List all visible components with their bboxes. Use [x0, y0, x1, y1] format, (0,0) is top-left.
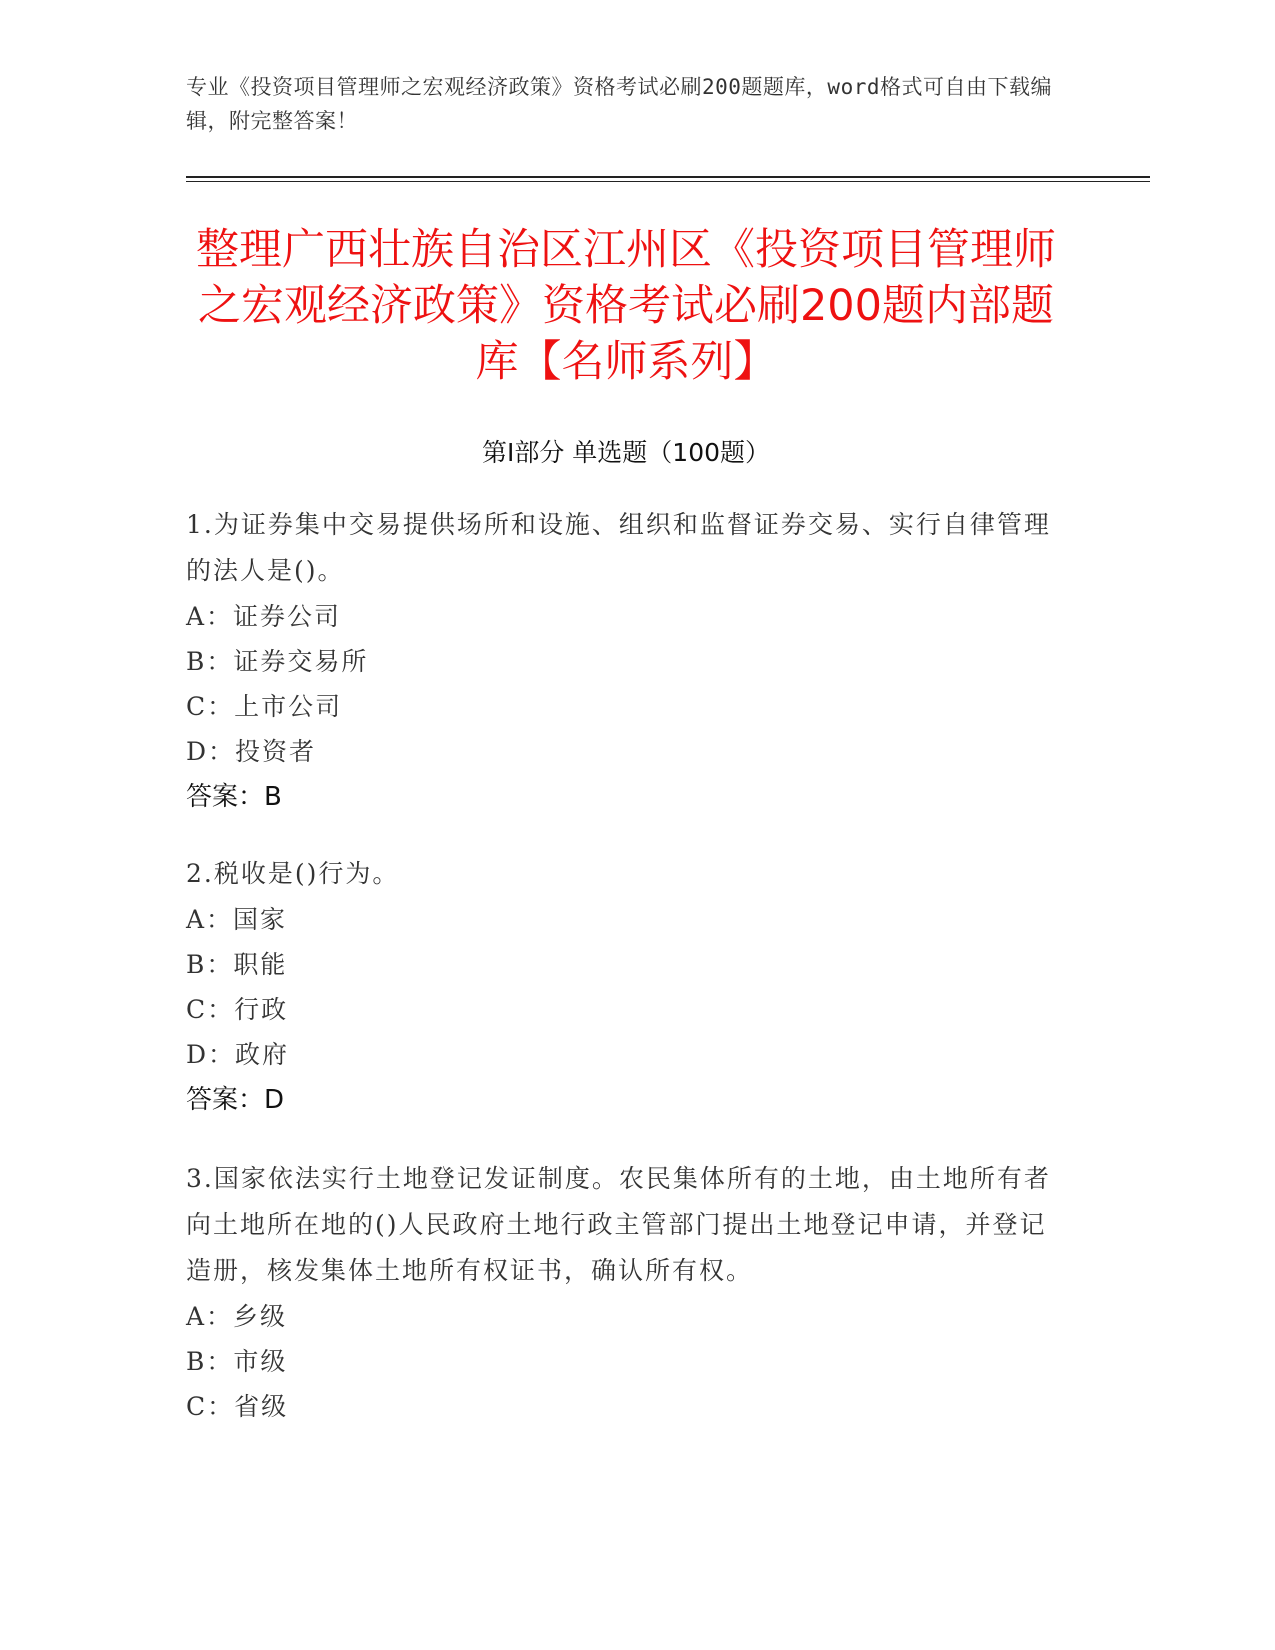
- option-c: C：省级: [186, 1392, 289, 1421]
- option-b: B：市级: [186, 1347, 288, 1376]
- option-c: C：行政: [186, 995, 289, 1024]
- answer: 答案：B: [186, 782, 282, 812]
- document-title: 整理广西壮族自治区江州区《投资项目管理师之宏观经济政策》资格考试必刷200题内部题库【名师系列】: [196, 225, 1056, 387]
- question-stem: 3.国家依法实行土地登记发证制度。农民集体所有的土地，由土地所有者向土地所在地的()人民政府土地行政主管部门提出土地登记申请，并登记造册，核发集体土地所有权证书，确认所有权。: [186, 1164, 1051, 1285]
- question-stem: 1.为证券集中交易提供场所和设施、组织和监督证券交易、实行自律管理的法人是()。: [186, 510, 1051, 585]
- option-d: D：投资者: [186, 737, 317, 766]
- option-a: A：乡级: [186, 1302, 288, 1331]
- option-d: D：政府: [186, 1040, 290, 1069]
- answer: 答案：D: [186, 1085, 285, 1115]
- question-3: [186, 1156, 1066, 1429]
- option-a: A：证券公司: [186, 602, 342, 631]
- header-divider-thin: [186, 181, 1150, 182]
- header-divider-thick: [186, 176, 1150, 178]
- option-b: B：证券交易所: [186, 647, 369, 676]
- question-1: [186, 502, 1066, 820]
- question-2: [186, 851, 1066, 1123]
- option-b: B：职能: [186, 950, 288, 979]
- section-title: 第Ⅰ部分 单选题（100题）: [481, 438, 771, 467]
- option-a: A：国家: [186, 905, 288, 934]
- question-stem: 2.税收是()行为。: [186, 859, 400, 888]
- header-note: 专业《投资项目管理师之宏观经济政策》资格考试必刷200题题库，word格式可自由下载编辑，附完整答案！: [186, 75, 1052, 133]
- option-c: C：上市公司: [186, 692, 343, 721]
